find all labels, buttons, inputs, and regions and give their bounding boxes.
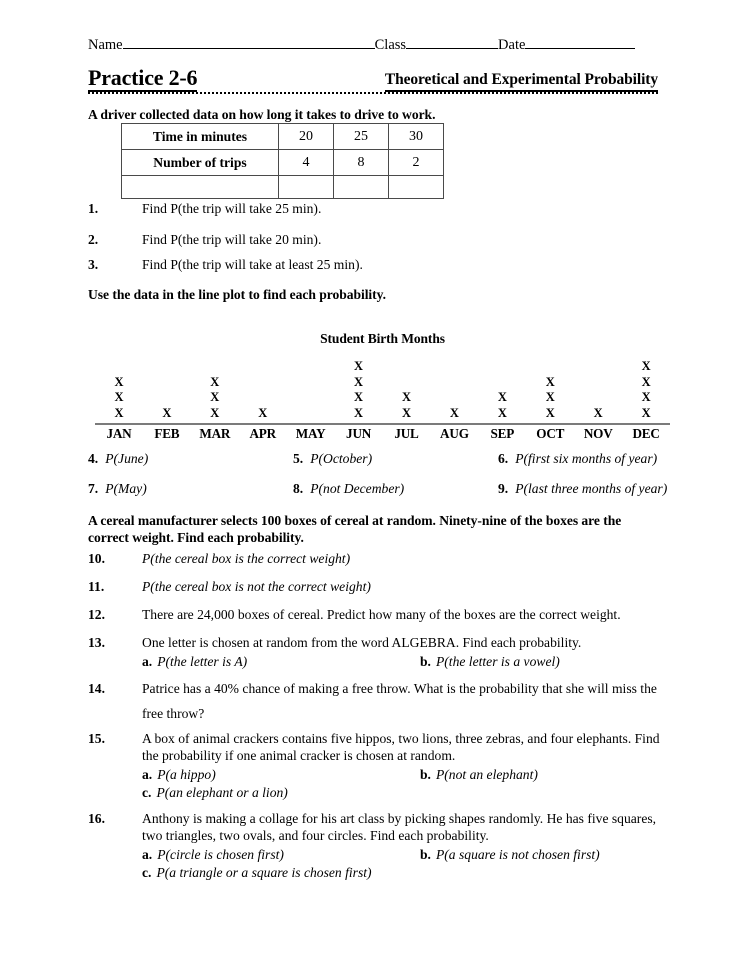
question-12: [88, 606, 668, 623]
lineplot-prompt: Use the data in the line plot to find each probability.: [88, 287, 386, 302]
question-15c-text: P(an elephant or a lion): [156, 785, 288, 800]
chart-x-label-aug: AUG: [440, 426, 469, 441]
row-label-trips: Number of trips: [122, 150, 279, 176]
chart-column-oct: [526, 348, 574, 422]
question-15a-letter: a.: [142, 767, 153, 782]
question-6-number: 6.: [498, 451, 509, 466]
question-7: [88, 481, 293, 497]
question-3: [88, 256, 648, 273]
question-9: [498, 481, 673, 497]
chart-column-aug: [430, 348, 478, 422]
question-16a-text: P(circle is chosen first): [157, 847, 284, 862]
question-8: [293, 481, 498, 497]
chart-column-feb: [143, 348, 191, 422]
question-6-text: P(first six months of year): [515, 451, 658, 466]
chart-x-mark: X: [401, 406, 411, 421]
question-16-text-line-1: Anthony is making a collage for his art class by picking shapes randomly. He has five squares,: [142, 811, 657, 826]
question-16c-letter: c.: [142, 865, 152, 880]
chart-column-sep: [478, 348, 526, 422]
chart-x-label-apr: APR: [249, 426, 276, 441]
question-7-number: 7.: [88, 481, 99, 496]
chart-x-mark: X: [641, 406, 651, 421]
question-12-number: 12.: [88, 607, 105, 622]
question-2: [88, 231, 648, 248]
chart-x-mark: X: [545, 390, 555, 405]
title-row: [88, 66, 658, 94]
class-label: Class: [374, 37, 407, 53]
chart-column-mar: [191, 348, 239, 422]
chart-x-label-nov: NOV: [583, 426, 613, 441]
chart-x-mark: X: [641, 390, 651, 405]
question-4: [88, 451, 293, 467]
question-13b-letter: b.: [420, 654, 431, 669]
question-15: [88, 730, 673, 747]
student-info-line: [88, 36, 661, 54]
chart-column-jan: [95, 348, 143, 422]
chart-x-mark: X: [641, 374, 651, 389]
question-13a: [142, 653, 247, 670]
question-16: [88, 810, 673, 827]
question-16c-text: P(a triangle or a square is chosen first): [156, 865, 372, 880]
chart-x-label-jun: JUN: [346, 426, 372, 441]
chart-x-mark: X: [258, 406, 268, 421]
chart-x-mark: X: [641, 358, 651, 373]
class-blank[interactable]: [406, 36, 498, 49]
trips-value-1: 4: [279, 150, 334, 176]
lesson-topic-title: Theoretical and Experimental Probability: [385, 70, 658, 92]
chart-axis-line: [95, 423, 670, 425]
question-5-number: 5.: [293, 451, 304, 466]
chart-x-mark: X: [593, 406, 603, 421]
chart-x-mark: X: [210, 374, 220, 389]
question-14-text-line-2: free throw?: [142, 706, 205, 721]
empty-cell-2[interactable]: [279, 176, 334, 199]
question-15-cont: [88, 747, 673, 764]
trips-value-2: 8: [334, 150, 389, 176]
question-15b: [420, 766, 538, 783]
chart-title: Student Birth Months: [320, 331, 445, 346]
chart-x-mark: X: [354, 358, 364, 373]
question-16b-text: P(a square is not chosen first): [435, 847, 600, 862]
chart-x-mark: X: [162, 406, 172, 421]
chart-x-mark: X: [114, 390, 124, 405]
question-13a-text: P(the letter is A): [157, 654, 248, 669]
question-16-cont: [88, 827, 673, 844]
chart-x-mark: X: [114, 406, 124, 421]
question-14: [88, 680, 673, 697]
chart-x-mark: X: [545, 374, 555, 389]
question-16a-letter: a.: [142, 847, 153, 862]
question-13b-text: P(the letter is a vowel): [435, 654, 560, 669]
question-6: [498, 451, 673, 467]
chart-x-mark: X: [449, 406, 459, 421]
trips-value-3: 2: [389, 150, 444, 176]
chart-x-label-sep: SEP: [490, 426, 515, 441]
driver-data-prompt: A driver collected data on how long it takes to drive to work.: [88, 107, 436, 122]
question-15c: [142, 784, 288, 801]
question-16-text-line-2: two triangles, two ovals, and four circles. Find each probability.: [142, 828, 489, 843]
question-9-text: P(last three months of year): [515, 481, 668, 496]
question-1-number: 1.: [88, 201, 99, 216]
question-15b-letter: b.: [420, 767, 431, 782]
cereal-prompt-line-2: correct weight. Find each probability.: [88, 530, 304, 545]
question-11-number: 11.: [88, 579, 105, 594]
name-blank[interactable]: [123, 36, 375, 49]
chart-column-nov: [574, 348, 622, 422]
question-3-number: 3.: [88, 257, 99, 272]
question-13-text: One letter is chosen at random from the word ALGEBRA. Find each probability.: [142, 635, 582, 650]
student-birth-months-lineplot: [95, 331, 670, 443]
question-4-number: 4.: [88, 451, 99, 466]
question-15a-text: P(a hippo): [157, 767, 216, 782]
row-label-time: Time in minutes: [122, 124, 279, 150]
question-15-number: 15.: [88, 731, 105, 746]
time-value-2: 25: [334, 124, 389, 150]
cereal-prompt-line-1: A cereal manufacturer selects 100 boxes of cereal at random. Ninety-nine of the boxes are the: [88, 513, 622, 528]
question-15b-text: P(not an elephant): [435, 767, 538, 782]
question-16b-letter: b.: [420, 847, 431, 862]
question-14-cont: [88, 705, 673, 722]
questions-row-7-9: [88, 481, 673, 497]
question-14-number: 14.: [88, 681, 105, 696]
question-15-text-line-2: the probability if one animal cracker is chosen at random.: [142, 748, 456, 763]
date-label: Date: [498, 37, 526, 53]
chart-x-label-dec: DEC: [632, 426, 660, 441]
chart-column-dec: [622, 348, 670, 422]
question-5-text: P(October): [310, 451, 373, 466]
chart-x-label-jan: JAN: [106, 426, 132, 441]
table-row: [122, 124, 444, 150]
table-row-empty: [122, 176, 444, 199]
time-value-1: 20: [279, 124, 334, 150]
chart-plot-area: [95, 348, 670, 422]
question-13a-letter: a.: [142, 654, 153, 669]
question-13-number: 13.: [88, 635, 105, 650]
chart-x-label-jul: JUL: [394, 426, 419, 441]
question-3-text: Find P(the trip will take at least 25 min).: [142, 257, 363, 272]
chart-column-jun: [335, 348, 383, 422]
chart-x-mark: X: [114, 374, 124, 389]
empty-cell-3[interactable]: [334, 176, 389, 199]
question-11: [88, 578, 668, 595]
chart-x-mark: X: [497, 390, 507, 405]
question-15a: [142, 766, 216, 783]
table-row: [122, 150, 444, 176]
question-16b: [420, 846, 600, 863]
questions-row-4-6: [88, 451, 673, 467]
question-11-text: P(the cereal box is not the correct weight): [142, 579, 371, 594]
time-value-3: 30: [389, 124, 444, 150]
page-title: Practice 2-6: [88, 65, 198, 90]
question-8-number: 8.: [293, 481, 304, 496]
question-16-number: 16.: [88, 811, 105, 826]
chart-x-mark: X: [210, 406, 220, 421]
empty-cell-4[interactable]: [389, 176, 444, 199]
question-1: [88, 200, 648, 217]
question-13b: [420, 653, 560, 670]
chart-x-mark: X: [401, 390, 411, 405]
question-5: [293, 451, 498, 467]
chart-x-mark: X: [354, 406, 364, 421]
date-blank[interactable]: [525, 36, 635, 49]
chart-x-mark: X: [354, 390, 364, 405]
question-16c: [142, 864, 372, 881]
chart-column-apr: [239, 348, 287, 422]
question-4-text: P(June): [105, 451, 149, 466]
question-1-text: Find P(the trip will take 25 min).: [142, 201, 322, 216]
question-10: [88, 550, 668, 567]
question-16a: [142, 846, 284, 863]
question-10-text: P(the cereal box is the correct weight): [142, 551, 351, 566]
chart-x-label-feb: FEB: [154, 426, 180, 441]
chart-x-label-mar: MAR: [199, 426, 231, 441]
question-15c-letter: c.: [142, 785, 152, 800]
chart-x-label-oct: OCT: [536, 426, 565, 441]
chart-x-mark: X: [497, 406, 507, 421]
chart-column-may: [287, 348, 335, 422]
question-2-number: 2.: [88, 232, 99, 247]
question-15-text-line-1: A box of animal crackers contains five hippos, two lions, three zebras, and four elephants. Find: [142, 731, 660, 746]
empty-cell-1[interactable]: [122, 176, 279, 199]
title-dotted-divider: [88, 92, 658, 94]
question-13: [88, 634, 668, 651]
chart-x-mark: X: [354, 374, 364, 389]
name-label: Name: [88, 37, 123, 53]
drive-time-table: [121, 123, 444, 199]
chart-x-axis-labels: [95, 426, 670, 442]
chart-x-mark: X: [210, 390, 220, 405]
question-10-number: 10.: [88, 551, 105, 566]
question-7-text: P(May): [105, 481, 147, 496]
question-9-number: 9.: [498, 481, 509, 496]
question-2-text: Find P(the trip will take 20 min).: [142, 232, 322, 247]
chart-x-mark: X: [545, 406, 555, 421]
chart-x-label-may: MAY: [295, 426, 326, 441]
question-14-text-line-1: Patrice has a 40% chance of making a free throw. What is the probability that she will miss the: [142, 681, 657, 696]
question-12-text: There are 24,000 boxes of cereal. Predict how many of the boxes are the correct weight.: [142, 607, 621, 622]
question-8-text: P(not December): [310, 481, 405, 496]
chart-column-jul: [383, 348, 431, 422]
